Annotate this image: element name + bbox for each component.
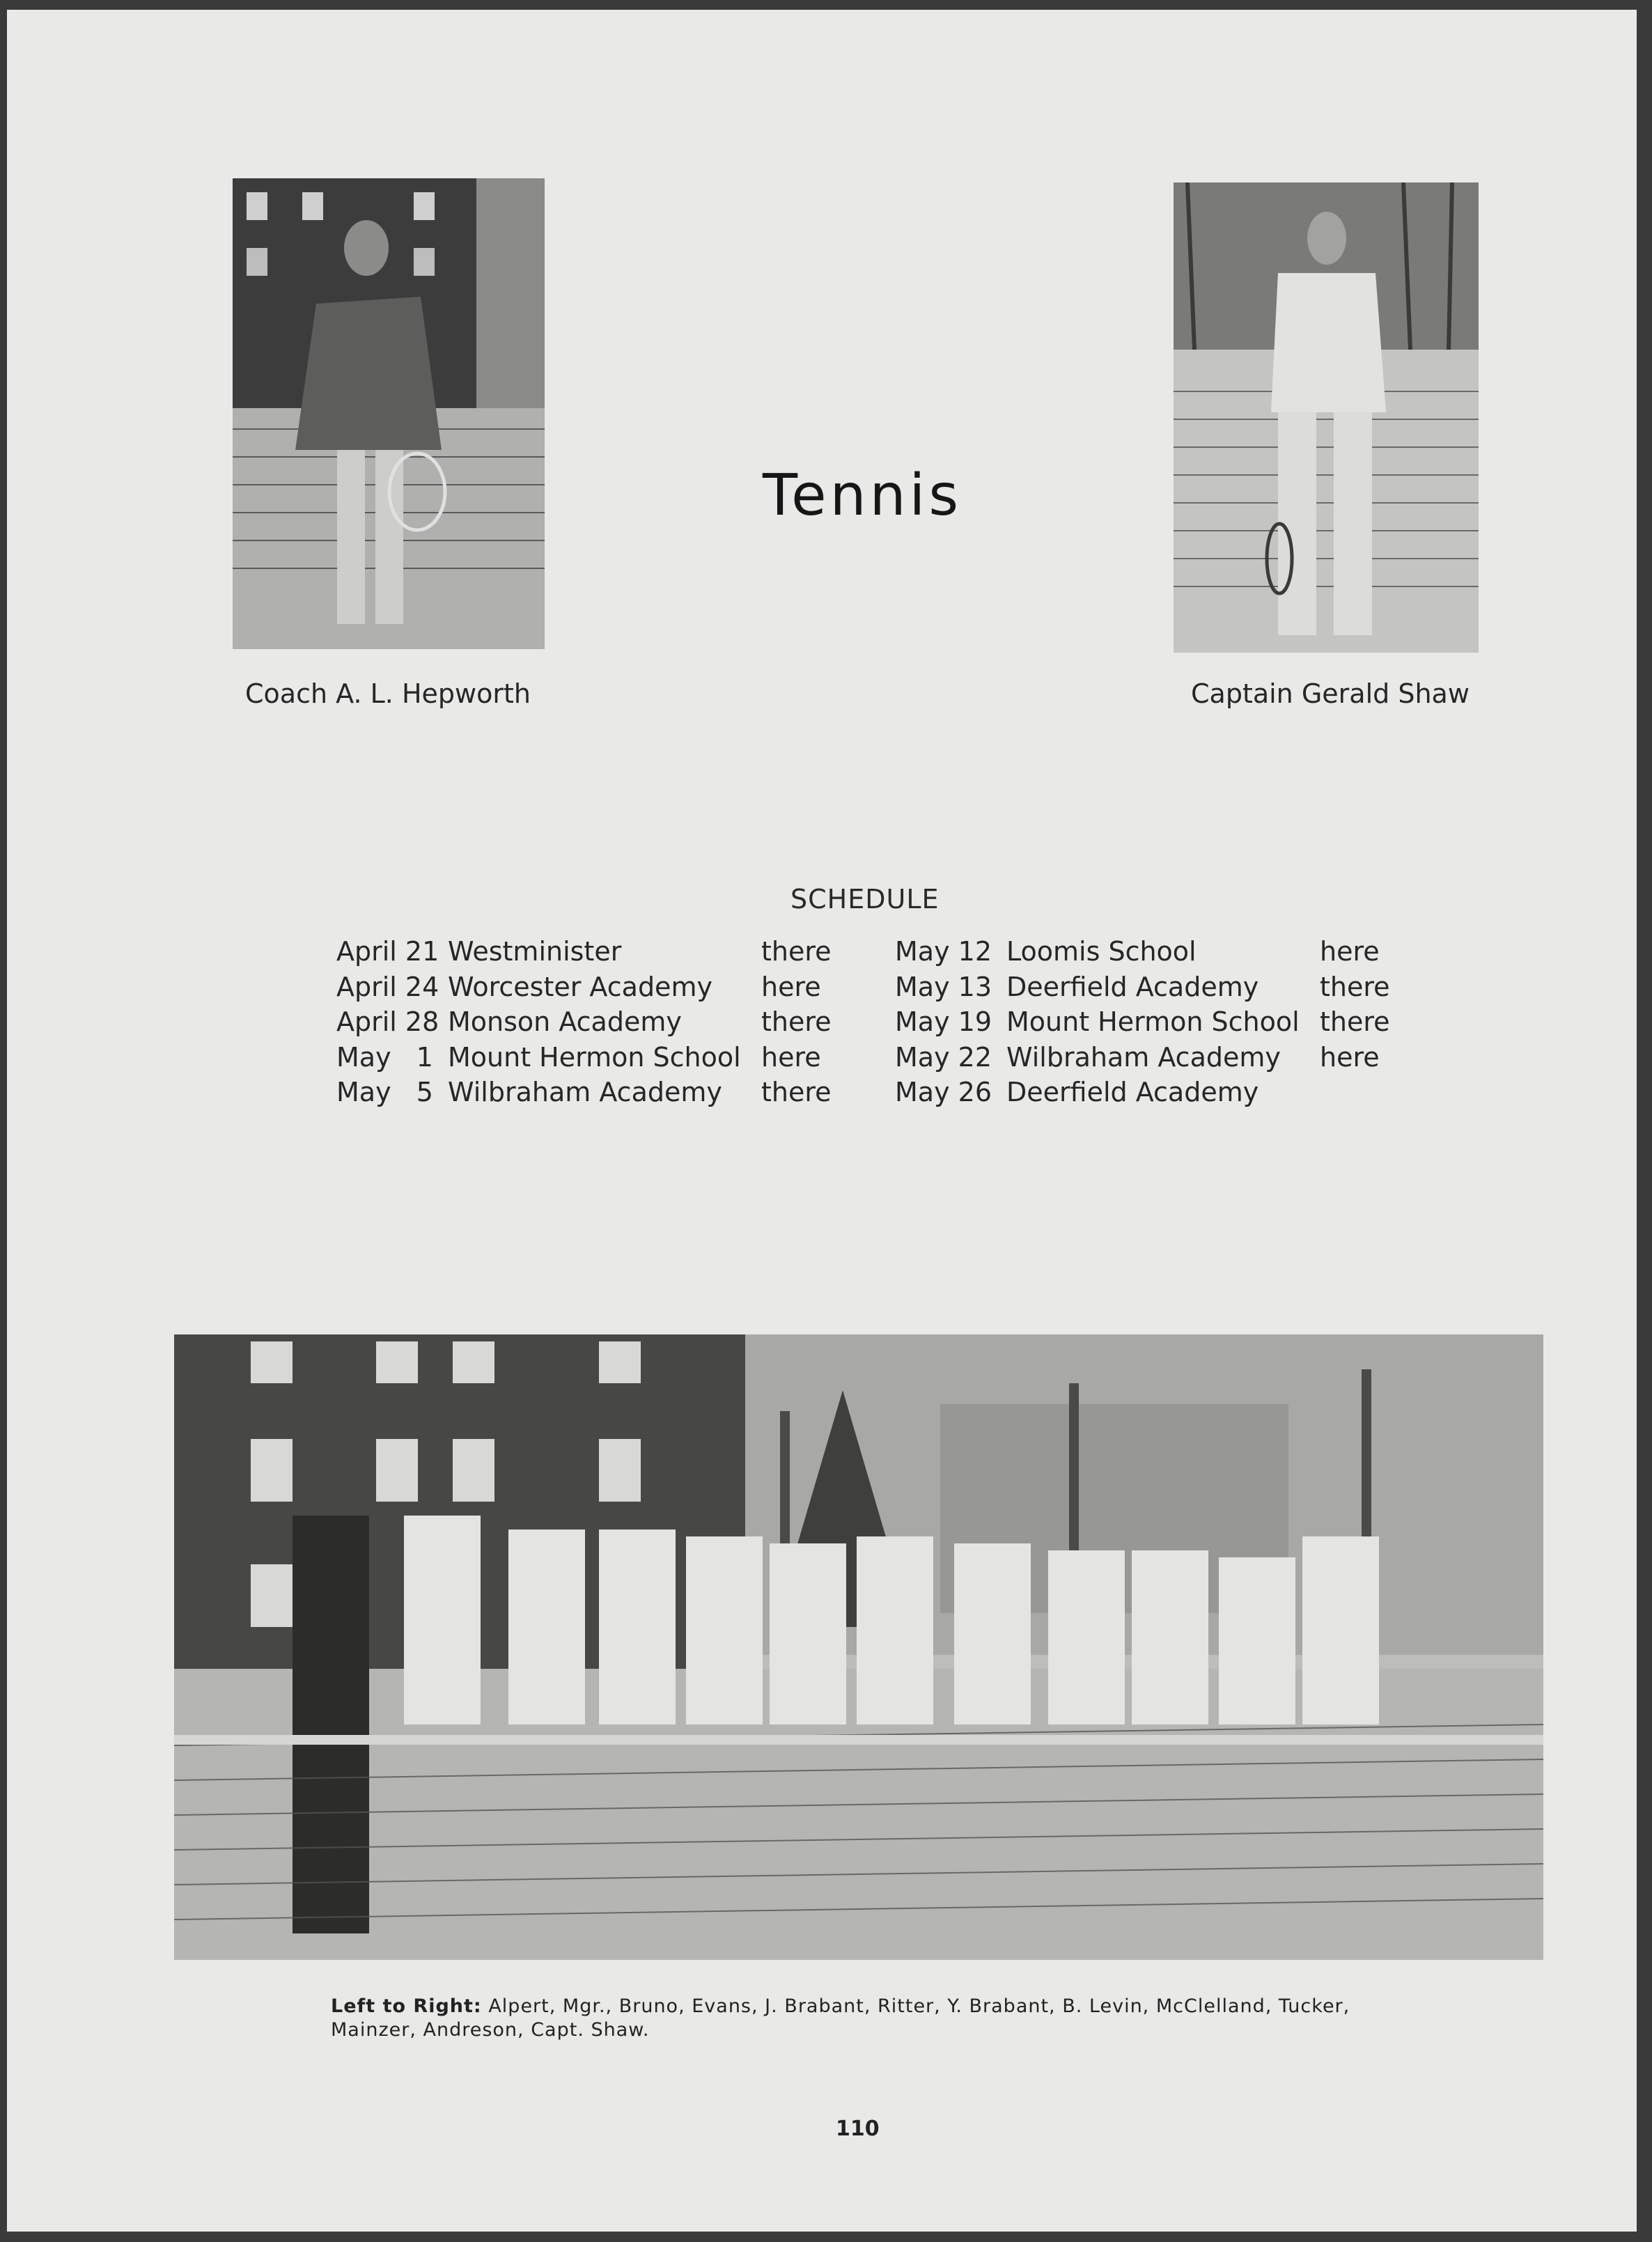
- schedule-row: [336, 936, 852, 972]
- captain-caption: Captain Gerald Shaw: [1191, 678, 1470, 709]
- coach-caption: Coach A. L. Hepworth: [245, 678, 531, 709]
- schedule-row: [895, 1006, 1410, 1042]
- schedule-location: there: [761, 936, 832, 967]
- schedule-right-column: [895, 936, 1410, 1112]
- schedule-row: [895, 972, 1410, 1007]
- schedule-row: [336, 1077, 852, 1112]
- schedule-location: there: [761, 1077, 832, 1107]
- coach-photo: [233, 178, 545, 649]
- schedule-opponent: Westminister: [448, 936, 622, 967]
- schedule-location: there: [1320, 1006, 1390, 1037]
- schedule-row: [895, 1077, 1410, 1112]
- page-number: 110: [836, 2117, 880, 2141]
- schedule-date: April 28: [336, 1006, 439, 1037]
- schedule-opponent: Monson Academy: [448, 1006, 682, 1037]
- schedule-location: there: [1320, 971, 1390, 1002]
- schedule-location: here: [1320, 1041, 1380, 1073]
- schedule-opponent: Deerfield Academy: [1006, 1077, 1259, 1107]
- schedule-location: here: [761, 971, 821, 1002]
- schedule-date: May 26: [895, 1077, 992, 1107]
- schedule-opponent: Wilbraham Academy: [448, 1077, 722, 1107]
- schedule-date: May 12: [895, 936, 992, 967]
- team-photo: [174, 1334, 1543, 1960]
- schedule-date: May 1: [336, 1041, 433, 1073]
- schedule-date: May 19: [895, 1006, 992, 1037]
- schedule-row: [895, 936, 1410, 972]
- page-title: Tennis: [763, 462, 963, 529]
- schedule-row: [895, 1042, 1410, 1077]
- team-caption-names: Alpert, Mgr., Bruno, Evans, J. Brabant, Ritter, Y. Brabant, B. Levin, McClelland, Tucker, Mainzer, Andreson, Capt. Shaw.: [331, 1995, 1350, 2041]
- schedule-row: [336, 972, 852, 1007]
- schedule-location: here: [761, 1041, 821, 1073]
- schedule-date: April 24: [336, 971, 439, 1002]
- team-caption-lead: Left to Right:: [331, 1995, 482, 2017]
- schedule-opponent: Mount Hermon School: [1006, 1006, 1300, 1037]
- schedule-opponent: Wilbraham Academy: [1006, 1041, 1281, 1073]
- team-photo-caption: [331, 1995, 1417, 2042]
- schedule-row: [336, 1006, 852, 1042]
- schedule-opponent: Mount Hermon School: [448, 1041, 741, 1073]
- captain-photo: [1174, 182, 1479, 653]
- schedule-date: May 13: [895, 971, 992, 1002]
- yearbook-page: [7, 10, 1637, 2232]
- schedule-date: May 5: [336, 1077, 433, 1107]
- schedule-left-column: [336, 936, 852, 1112]
- schedule-date: April 21: [336, 936, 439, 967]
- schedule-opponent: Deerfield Academy: [1006, 971, 1259, 1002]
- schedule-location: there: [761, 1006, 832, 1037]
- schedule-location: here: [1320, 936, 1380, 967]
- schedule-row: [336, 1042, 852, 1077]
- schedule-opponent: Loomis School: [1006, 936, 1197, 967]
- schedule-heading: SCHEDULE: [790, 884, 940, 914]
- schedule-opponent: Worcester Academy: [448, 971, 712, 1002]
- schedule-date: May 22: [895, 1041, 992, 1073]
